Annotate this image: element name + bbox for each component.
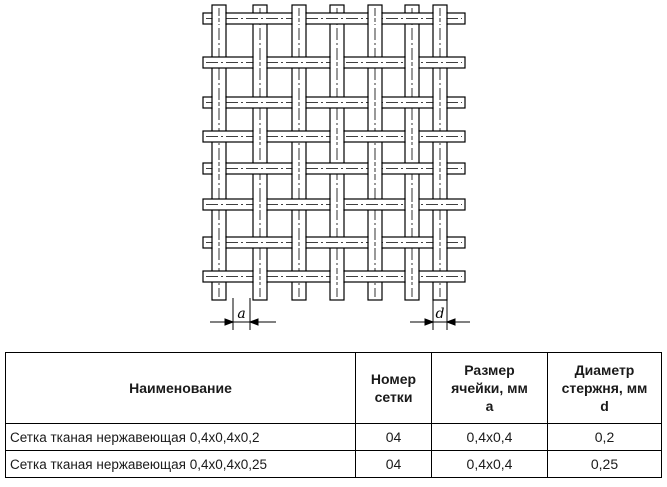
wire-crossing	[292, 96, 306, 109]
wire-crossing	[433, 96, 447, 109]
wire-crossing	[368, 96, 382, 109]
vertical-wire	[292, 5, 306, 300]
wire-crossing	[368, 162, 382, 175]
wire-crossing	[433, 12, 447, 25]
header-name: Наименование	[6, 353, 356, 424]
wire-crossing	[292, 162, 306, 175]
mesh-spec-table	[5, 352, 662, 478]
wire-crossing	[405, 130, 419, 143]
table-header-row	[6, 353, 662, 424]
wire-crossing	[292, 236, 306, 249]
row-name: Сетка тканая нержавеющая 0,4x0,4x0,25	[6, 451, 356, 478]
table-row	[6, 451, 662, 478]
row-cell-size: 0,4x0,4	[432, 424, 548, 451]
row-cell-size: 0,4x0,4	[432, 451, 548, 478]
header-number: Номер сетки	[356, 353, 432, 424]
vertical-wire	[253, 5, 267, 300]
horizontal-wire	[203, 97, 465, 108]
wire-crossing	[433, 236, 447, 249]
table-row	[6, 424, 662, 451]
row-number: 04	[356, 424, 432, 451]
wire-crossing	[212, 12, 226, 25]
wire-crossing	[292, 12, 306, 25]
horizontal-wire	[203, 163, 465, 174]
horizontal-wire	[203, 237, 465, 248]
row-wire-diameter: 0,25	[548, 451, 662, 478]
horizontal-wire	[203, 13, 465, 24]
header-cell-size: Размер ячейки, мм a	[432, 353, 548, 424]
wire-crossing	[330, 56, 344, 69]
vertical-wire	[368, 5, 382, 300]
row-number: 04	[356, 451, 432, 478]
wire-crossing	[405, 270, 419, 283]
diameter-label: d	[435, 306, 445, 322]
vertical-wire	[433, 5, 447, 300]
wire-crossing	[330, 270, 344, 283]
wire-crossing	[253, 270, 267, 283]
vertical-wire	[212, 5, 226, 300]
row-wire-diameter: 0,2	[548, 424, 662, 451]
wire-crossing	[253, 56, 267, 69]
wire-crossing	[212, 162, 226, 175]
wire-crossing	[253, 198, 267, 211]
wire-crossing	[433, 162, 447, 175]
wire-crossing	[405, 56, 419, 69]
wire-crossing	[253, 130, 267, 143]
header-wire-diameter: Диаметр стержня, мм d	[548, 353, 662, 424]
wire-crossing	[368, 12, 382, 25]
wire-crossing	[405, 198, 419, 211]
opening-label: a	[237, 306, 246, 322]
wire-crossing	[368, 236, 382, 249]
vertical-wire	[405, 5, 419, 300]
row-name: Сетка тканая нержавеющая 0,4x0,4x0,2	[6, 424, 356, 451]
wire-crossing	[330, 130, 344, 143]
wire-crossing	[212, 236, 226, 249]
wire-crossing	[212, 96, 226, 109]
vertical-wire	[330, 5, 344, 300]
woven-wire-pattern	[203, 5, 465, 300]
wire-crossing	[330, 198, 344, 211]
